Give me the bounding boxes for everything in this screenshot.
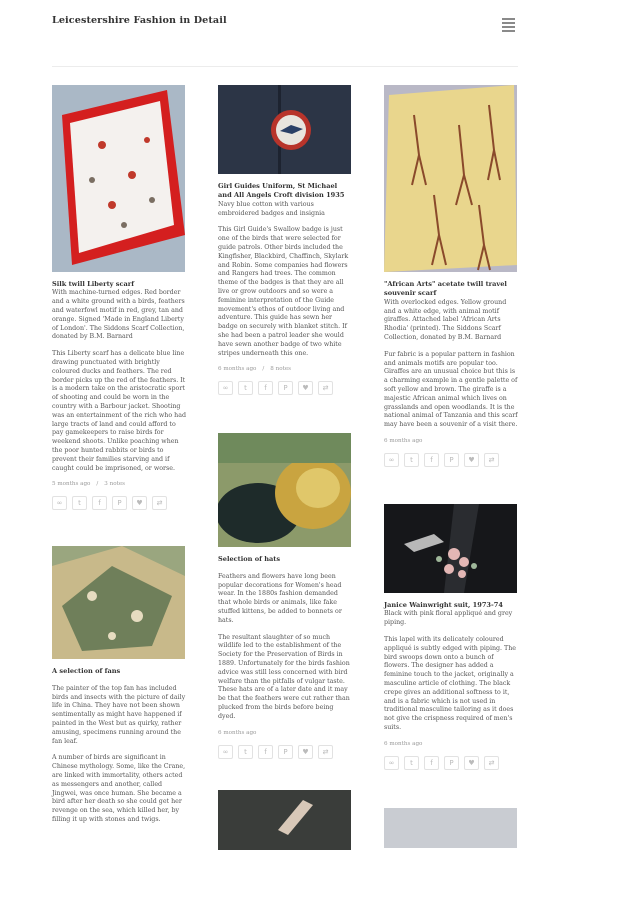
post-title[interactable]: "African Arts" acetate twill travel souvenir scarf — [384, 280, 507, 298]
share-bar — [384, 453, 518, 467]
african-arts-photo[interactable] — [384, 85, 517, 272]
post-next-preview — [384, 808, 518, 848]
post-meta — [384, 741, 518, 747]
facebook-icon[interactable]: f — [258, 745, 273, 759]
like-icon[interactable]: ♥ — [464, 756, 479, 770]
post-paragraph: A number of birds are significant in Chinese mythology. Some, like the Crane, are linked with immortality, others acted as messengers and another, called Jingwei, was once human. She became a bird after her death so she could get her revenge on the sea, which killed her, by filling it up with stones and twigs. — [52, 754, 186, 823]
pinterest-icon[interactable]: P — [278, 745, 293, 759]
post-body — [218, 573, 352, 722]
post-hats — [218, 433, 352, 758]
permalink-icon[interactable]: ∞ — [384, 756, 399, 770]
column-1 — [52, 85, 186, 833]
post-meta — [218, 366, 352, 372]
post-title[interactable]: Silk twill Liberty scarf — [52, 280, 135, 288]
facebook-icon[interactable]: f — [424, 756, 439, 770]
post-paragraph: Navy blue cotton with various embroidered badges and insignia — [218, 200, 325, 217]
post-body — [218, 201, 352, 359]
post-paragraph: The painter of the top fan has included birds and insects with the picture of daily life in China. They have not been shown sentimentally as might have happened if painted in the West but as quirky, rather amusing, specimens running around the fan leaf. — [52, 684, 186, 745]
post-title[interactable]: Janice Wainwright suit, 1973-74 — [384, 600, 503, 609]
post-paragraph: With machine-turned edges. Red border and a white ground with a birds, feathers and waterfowl motif in red, grey, tan and orange. Signed 'Made in England Liberty of London'. The Siddons Scarf Collection, donated by B.M. Barnard — [52, 289, 185, 341]
post-meta — [218, 730, 352, 736]
post-paragraph: Fur fabric is a popular pattern in fashion and animals motifs are popular too. Giraffes are an unusual choice but this is a charming example in a gentle palette of soft yellow and brown. The giraffe is a majestic African animal which lives on grasslands and open woodlands. It is the national animal of Tanzania and this scarf may have been a souvenir of a visit there. — [384, 350, 518, 429]
pinterest-icon[interactable]: P — [444, 453, 459, 467]
like-icon[interactable]: ♥ — [298, 745, 313, 759]
post-fans — [52, 546, 186, 824]
site-title[interactable]: Leicestershire Fashion in Detail — [52, 15, 227, 26]
post-time[interactable]: 6 months ago — [384, 740, 423, 747]
post-title[interactable]: Girl Guides Uniform, St Michael and All Angels Croft division 1935 — [218, 182, 345, 200]
hats-photo[interactable] — [218, 433, 351, 547]
post-time[interactable]: 6 months ago — [384, 437, 423, 444]
twitter-icon[interactable]: t — [72, 496, 87, 510]
post-paragraph: The resultant slaughter of so much wildlife led to the establishment of the Society for the Preservation of Birds in 1889. Unfortunately for the birds fashion advice was still less concerned with bird welfare than the pitfalls of vulgar taste. These hats are of a later date and it may be that the feathers were cut rather than plucked from the birds before being dyed. — [218, 633, 350, 720]
post-liberty-scarf — [52, 85, 186, 510]
janice-wainwright-photo[interactable] — [384, 504, 517, 593]
post-paragraph: Black with pink floral appliqué and grey piping. — [384, 610, 513, 627]
next-post-photo[interactable] — [218, 790, 351, 850]
girl-guides-photo[interactable] — [218, 85, 351, 174]
post-notes[interactable]: 8 notes — [270, 366, 292, 373]
meta-separator: / — [262, 366, 265, 373]
like-icon[interactable]: ♥ — [464, 453, 479, 467]
permalink-icon[interactable]: ∞ — [384, 453, 399, 467]
post-body — [52, 289, 186, 473]
pinterest-icon[interactable]: P — [112, 496, 127, 510]
post-title[interactable]: Selection of hats — [218, 555, 281, 564]
permalink-icon[interactable]: ∞ — [52, 496, 67, 510]
post-paragraph: This lapel with its delicately coloured appliqué is subtly edged with piping. The bird swoops down onto a bunch of flowers. The designer has added a feminine touch to the jacket, originally a masculine article of clothing. The black crepe gives an additional softness to it, and is a fabric which is not used in traditional masculine tailoring as it does not give the crispness required of men's suits. — [384, 635, 517, 731]
share-bar — [218, 381, 352, 395]
meta-separator: / — [96, 481, 99, 488]
column-3 — [384, 85, 518, 848]
post-paragraph: Feathers and flowers have long been popular decorations for Women's head wear. In the 1880s fashion demanded that whole birds or animals, like fake stuffed kittens, be added to bonnets or hats. — [218, 572, 342, 624]
facebook-icon[interactable]: f — [92, 496, 107, 510]
post-paragraph: This Girl Guide's Swallow badge is just one of the birds that were selected for guide patrols. Other birds included the Kingfisher, Blackbird, Chaffinch, Skylark and Robin. Some companies had flowers and Rangers had trees. The common theme of the badges is that they are all live or grow outdoors and so were a feminine interpretation of the Guide movement's ethos of outdoor living and adventure. This guide has sewn her badge on securely with blanket stitch. If she had been a patrol leader she would have sewn another badge of two white stripes underneath this one. — [218, 226, 349, 357]
next-post-photo[interactable] — [384, 808, 517, 848]
post-meta — [52, 481, 186, 487]
like-icon[interactable]: ♥ — [132, 496, 147, 510]
twitter-icon[interactable]: t — [404, 453, 419, 467]
twitter-icon[interactable]: t — [238, 381, 253, 395]
reblog-icon[interactable]: ⇄ — [152, 496, 167, 510]
post-paragraph: This Liberty scarf has a delicate blue line drawing punctuated with brightly coloured ducks and feathers. The red border picks up the red of the feathers. It is a modern take on the aristocratic sport of shooting and could be worn in the country with a Barbour jacket. Shooting was an entertainment of the rich who had large tracts of land and could afford to pay gamekeepers to raise birds for weekend shoots. Unlike poaching when the poor hunted rabbits or birds to prevent their families starving and if caught could be imprisoned, or worse. — [52, 350, 186, 472]
header — [0, 0, 639, 68]
post-african-arts — [384, 85, 518, 467]
menu-icon[interactable] — [502, 18, 515, 31]
pinterest-icon[interactable]: P — [278, 381, 293, 395]
reblog-icon[interactable]: ⇄ — [318, 745, 333, 759]
facebook-icon[interactable]: f — [424, 453, 439, 467]
post-paragraph: With overlocked edges. Yellow ground and a white edge, with animal motif giraffes. Attached label 'African Arts Rhodia' (printed). The Siddons Scarf Collection, donated by B.M. Barnard — [384, 298, 507, 341]
share-bar — [218, 745, 352, 759]
liberty-scarf-photo[interactable] — [52, 85, 185, 272]
post-meta — [384, 438, 518, 444]
reblog-icon[interactable]: ⇄ — [484, 756, 499, 770]
twitter-icon[interactable]: t — [404, 756, 419, 770]
permalink-icon[interactable]: ∞ — [218, 381, 233, 395]
post-title[interactable]: A selection of fans — [52, 667, 121, 676]
facebook-icon[interactable]: f — [258, 381, 273, 395]
share-bar — [52, 496, 186, 510]
reblog-icon[interactable]: ⇄ — [484, 453, 499, 467]
twitter-icon[interactable]: t — [238, 745, 253, 759]
header-divider — [52, 66, 518, 67]
share-bar — [384, 756, 518, 770]
post-body — [384, 299, 518, 430]
permalink-icon[interactable]: ∞ — [218, 745, 233, 759]
post-body — [52, 685, 186, 825]
post-time[interactable]: 6 months ago — [218, 366, 257, 373]
column-2 — [218, 85, 352, 850]
post-time[interactable]: 5 months ago — [52, 481, 91, 488]
post-notes[interactable]: 3 notes — [104, 481, 126, 488]
fans-photo[interactable] — [52, 546, 185, 659]
like-icon[interactable]: ♥ — [298, 381, 313, 395]
post-janice-wainwright — [384, 504, 518, 770]
post-next-preview — [218, 790, 352, 850]
reblog-icon[interactable]: ⇄ — [318, 381, 333, 395]
post-body — [384, 610, 518, 732]
pinterest-icon[interactable]: P — [444, 756, 459, 770]
post-time[interactable]: 6 months ago — [218, 729, 257, 736]
post-girl-guides — [218, 85, 352, 395]
